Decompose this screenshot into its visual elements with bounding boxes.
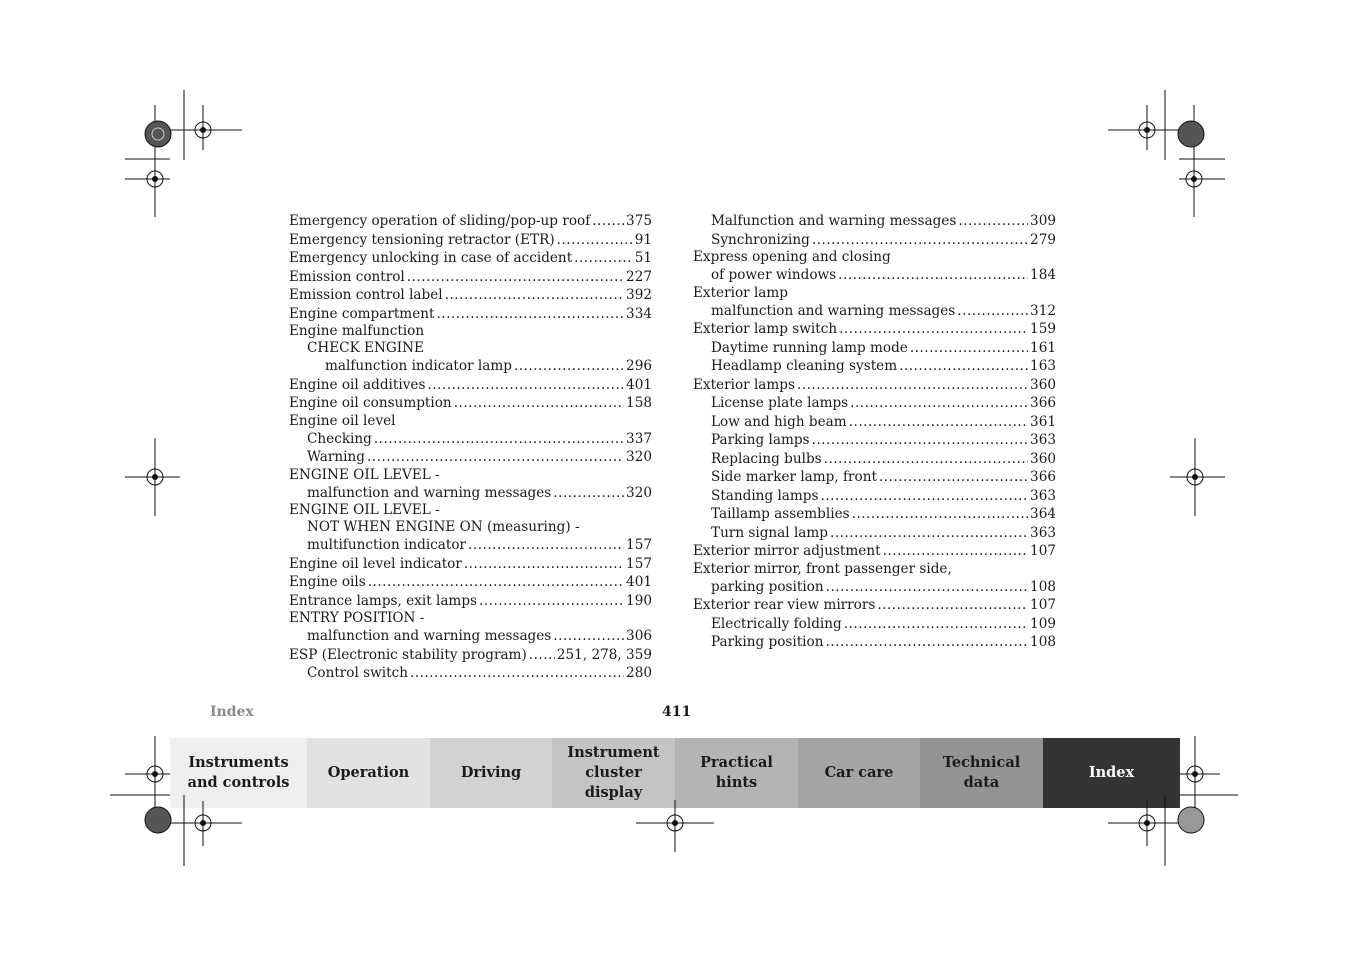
index-entry: [693, 302, 1056, 321]
index-entry-page: 361: [1030, 413, 1056, 430]
index-entry-label: Exterior rear view mirrors: [693, 597, 876, 613]
index-entry: [693, 615, 1056, 634]
index-entry-page: 109: [1030, 615, 1056, 632]
index-entry-label: Turn signal lamp: [711, 524, 828, 541]
index-entry-label: Synchronizing: [711, 231, 810, 248]
dot-leader: [557, 231, 633, 250]
dot-leader: [899, 357, 1028, 376]
index-entry-page: 280: [626, 665, 652, 681]
dot-leader: [825, 633, 1028, 652]
index-entry-label: Daytime running lamp mode: [711, 339, 908, 356]
index-entry-page: 184: [1030, 267, 1056, 283]
index-entry: [289, 323, 652, 340]
index-entry: [289, 249, 652, 268]
index-entry-label: Engine oils: [289, 574, 366, 590]
index-entry: [693, 413, 1056, 432]
index-entry-page: 161: [1030, 339, 1056, 356]
index-entry-label: Checking: [307, 430, 372, 447]
index-entry-page: 296: [626, 358, 652, 374]
index-entry-label: Engine oil level: [289, 412, 396, 429]
dot-leader: [957, 302, 1028, 321]
index-entry: [289, 555, 652, 574]
tab-label-line1: Operation: [327, 764, 410, 781]
index-entry-page: 320: [626, 449, 652, 465]
index-entry-label: malfunction indicator lamp: [325, 358, 512, 374]
index-entry: [289, 627, 652, 646]
dot-leader: [820, 487, 1028, 506]
index-entry-label: Entrance lamps, exit lamps: [289, 592, 478, 609]
tab-instrument-cluster-display[interactable]: [552, 738, 675, 808]
index-entry-label: Standing lamps: [711, 487, 819, 504]
index-entry-page: 392: [626, 287, 652, 303]
index-entry: [289, 484, 652, 503]
index-entry-page: 190: [626, 592, 652, 609]
dot-leader: [958, 212, 1028, 231]
dot-leader: [849, 413, 1028, 432]
index-entry: [289, 536, 652, 555]
dot-leader: [879, 468, 1028, 487]
tab-car-care[interactable]: [798, 738, 920, 808]
tab-label-line1: Technical: [942, 754, 1021, 771]
index-entry: [693, 578, 1056, 597]
index-entry: [289, 305, 652, 324]
index-entry-label: Engine oil level indicator: [289, 555, 462, 572]
index-entry-page: 366: [1030, 395, 1056, 411]
index-entry: [693, 633, 1056, 652]
index-entry-page: 312: [1030, 302, 1056, 319]
index-entry: [693, 561, 1056, 578]
index-entry-page: 363: [1030, 524, 1056, 541]
dot-leader: [826, 578, 1028, 597]
dot-leader: [844, 615, 1028, 634]
footer-section-label: Index: [210, 704, 254, 720]
index-entry-page: 158: [626, 395, 652, 411]
crop-mark-mid-left: [125, 438, 185, 518]
index-entry-label: parking position: [711, 578, 824, 595]
index-entry-label: Exterior lamp: [693, 284, 788, 301]
dot-leader: [553, 627, 624, 646]
index-entry-page: 366: [1030, 469, 1056, 485]
tab-label: [328, 763, 409, 783]
index-entry: [693, 450, 1056, 469]
index-entry: [693, 266, 1056, 285]
index-entry-page: 107: [1030, 543, 1056, 559]
index-entry: [693, 394, 1056, 413]
tab-label: [825, 763, 894, 783]
tab-label-line1: Instrument: [567, 744, 660, 761]
index-entry: [693, 339, 1056, 358]
index-entry-page: 227: [626, 268, 652, 285]
index-entry-label: Exterior mirror adjustment: [693, 543, 881, 559]
index-entry-label: Exterior lamps: [693, 376, 795, 393]
index-entry-page: 51: [634, 250, 652, 266]
index-entry-page: 157: [626, 537, 652, 553]
index-entry-label: Warning: [307, 449, 365, 465]
index-entry-label: Emergency tensioning retractor (ETR): [289, 231, 555, 248]
dot-leader: [374, 430, 624, 449]
index-entry-label: ENGINE OIL LEVEL -: [289, 502, 440, 518]
dot-leader: [464, 555, 624, 574]
index-entry: [289, 268, 652, 287]
dot-leader: [910, 339, 1028, 358]
tab-label-line2: data: [963, 774, 1000, 791]
chapter-tab-bar: [170, 738, 1180, 808]
index-entry: [289, 413, 652, 430]
index-entry-label: Express opening and closing: [693, 249, 891, 265]
tab-label-line1: Instruments: [188, 754, 289, 771]
dot-leader: [830, 524, 1028, 543]
index-entry: [289, 519, 652, 536]
index-entry: [693, 231, 1056, 250]
index-entry: [289, 340, 652, 357]
index-entry: [289, 430, 652, 449]
index-entry-label: Electrically folding: [711, 615, 842, 632]
index-entry-label: malfunction and warning messages: [307, 484, 552, 501]
index-entry-page: 91: [634, 231, 652, 248]
index-entry-label: Engine compartment: [289, 305, 435, 322]
index-entry-label: Headlamp cleaning system: [711, 358, 898, 374]
index-entry-page: 375: [626, 213, 652, 229]
index-entry: [693, 357, 1056, 376]
index-entry-label: ENTRY POSITION -: [289, 610, 425, 626]
index-entry: [289, 592, 652, 611]
dot-leader: [824, 450, 1028, 469]
index-entry-label: Emergency unlocking in case of accident: [289, 250, 573, 266]
index-entry: [289, 502, 652, 519]
dot-leader: [797, 376, 1028, 395]
dot-leader: [592, 212, 624, 231]
index-entry-page: 401: [626, 574, 652, 590]
index-entry: [693, 524, 1056, 543]
dot-leader: [436, 305, 624, 324]
index-entry: [289, 376, 652, 395]
dot-leader: [407, 268, 624, 287]
crop-mark-bottom-right: [1105, 736, 1240, 868]
dot-leader: [839, 320, 1028, 339]
tab-technical-data[interactable]: [920, 738, 1043, 808]
crop-mark-top-left: [125, 90, 255, 220]
index-entry: [693, 249, 1056, 266]
index-entry-label: Engine oil consumption: [289, 395, 452, 411]
index-entry-page: 360: [1030, 376, 1056, 393]
index-entry: [289, 394, 652, 413]
tab-label: [679, 753, 794, 793]
index-entry-page: 337: [626, 430, 652, 447]
dot-leader: [883, 542, 1028, 561]
index-entry-label: Replacing bulbs: [711, 450, 822, 467]
index-entry-page: 363: [1030, 432, 1056, 448]
index-entry: [289, 646, 652, 665]
tab-label: [461, 763, 521, 783]
index-entry-page: 360: [1030, 450, 1056, 467]
index-entry-label: Emission control label: [289, 287, 443, 303]
dot-leader: [427, 376, 624, 395]
index-entry: [289, 231, 652, 250]
tab-driving[interactable]: [430, 738, 552, 808]
index-entry-page: 320: [626, 484, 652, 501]
tab-label-line1: Car care: [824, 764, 894, 781]
index-entry: [693, 376, 1056, 395]
index-entry: [693, 285, 1056, 302]
index-entry: [289, 664, 652, 683]
index-entry: [289, 610, 652, 627]
index-entry: [289, 448, 652, 467]
dot-leader: [445, 286, 624, 305]
dot-leader: [812, 231, 1028, 250]
index-entry-label: Control switch: [307, 665, 408, 681]
index-entry-page: 163: [1030, 358, 1056, 374]
tab-label-line2: and controls: [187, 774, 290, 791]
index-entry-page: 251, 278, 359: [556, 646, 652, 663]
index-entry-label: CHECK ENGINE: [307, 340, 424, 356]
index-column-left: [289, 212, 652, 683]
index-entry-page: 334: [626, 305, 652, 322]
index-entry-label: malfunction and warning messages: [711, 302, 956, 319]
index-entry: [693, 431, 1056, 450]
index-entry-page: 364: [1030, 506, 1056, 522]
index-entry-label: Parking lamps: [711, 432, 810, 448]
index-entry: [693, 212, 1056, 231]
index-entry-label: Parking position: [711, 634, 824, 650]
dot-leader: [514, 357, 624, 376]
tab-label-line1: Practical hints: [700, 754, 773, 791]
tab-label-line1: Index: [1088, 764, 1135, 781]
tab-label: [556, 743, 671, 803]
index-entry: [289, 467, 652, 484]
dot-leader: [410, 664, 624, 683]
dot-leader: [479, 592, 624, 611]
index-entry-label: License plate lamps: [711, 395, 849, 411]
dot-leader: [838, 266, 1028, 285]
crop-mark-bottom-left: [110, 736, 250, 868]
index-entry-label: ENGINE OIL LEVEL -: [289, 466, 440, 483]
index-column-right: [693, 212, 1056, 652]
index-entry-page: 107: [1030, 597, 1056, 613]
dot-leader: [368, 573, 624, 592]
index-entry-label: Exterior mirror, front passenger side,: [693, 560, 952, 577]
index-entry-page: 363: [1030, 487, 1056, 504]
index-entry-page: 108: [1030, 578, 1056, 595]
crop-mark-mid-right: [1165, 438, 1225, 518]
index-entry: [289, 573, 652, 592]
index-entry-label: Engine oil additives: [289, 376, 426, 393]
index-entry-page: 279: [1030, 231, 1056, 248]
index-entry-label: ESP (Electronic stability program): [289, 646, 527, 663]
dot-leader: [850, 394, 1028, 413]
index-entry-label: Exterior lamp switch: [693, 321, 838, 337]
index-entry-page: 159: [1030, 321, 1056, 337]
dot-leader: [812, 431, 1029, 450]
index-entry: [693, 487, 1056, 506]
index-entry: [693, 542, 1056, 561]
dot-leader: [852, 505, 1028, 524]
index-entry-label: multifunction indicator: [307, 537, 467, 553]
index-entry-page: 157: [626, 555, 652, 572]
index-entry-page: 401: [626, 376, 652, 393]
dot-leader: [367, 448, 624, 467]
dot-leader: [877, 596, 1028, 615]
index-entry-page: 306: [626, 628, 652, 644]
index-entry: [289, 357, 652, 376]
index-entry-page: 108: [1030, 634, 1056, 650]
index-entry-label: Emission control: [289, 268, 405, 285]
dot-leader: [553, 484, 624, 503]
index-entry-page: 309: [1030, 213, 1056, 229]
dot-leader: [529, 646, 555, 665]
tab-label-line2: cluster display: [584, 764, 643, 801]
index-entry: [693, 320, 1056, 339]
index-entry: [693, 505, 1056, 524]
index-entry-label: Side marker lamp, front: [711, 469, 877, 485]
index-entry-label: malfunction and warning messages: [307, 628, 552, 644]
crop-mark-top-right: [1105, 90, 1235, 220]
index-entry-label: of power windows: [711, 267, 837, 283]
index-entry: [289, 212, 652, 231]
index-entry-label: NOT WHEN ENGINE ON (measuring) -: [307, 519, 580, 535]
index-entry-label: Malfunction and warning messages: [711, 213, 957, 229]
dot-leader: [574, 249, 633, 268]
index-entry-label: Emergency operation of sliding/pop-up roof: [289, 213, 591, 229]
dot-leader: [468, 536, 624, 555]
tab-label-line1: Driving: [460, 764, 522, 781]
index-entry: [693, 468, 1056, 487]
index-entry-label: Low and high beam: [711, 413, 847, 430]
tab-label: [943, 753, 1021, 793]
dot-leader: [454, 394, 624, 413]
page-number: 411: [662, 704, 692, 720]
index-entry-label: Taillamp assemblies: [711, 506, 850, 522]
index-entry: [693, 596, 1056, 615]
index-entry-label: Engine malfunction: [289, 323, 425, 339]
tab-practical-hints[interactable]: [675, 738, 798, 808]
index-entry: [289, 286, 652, 305]
crop-mark-bottom-center: [636, 800, 716, 855]
tab-operation[interactable]: [307, 738, 430, 808]
